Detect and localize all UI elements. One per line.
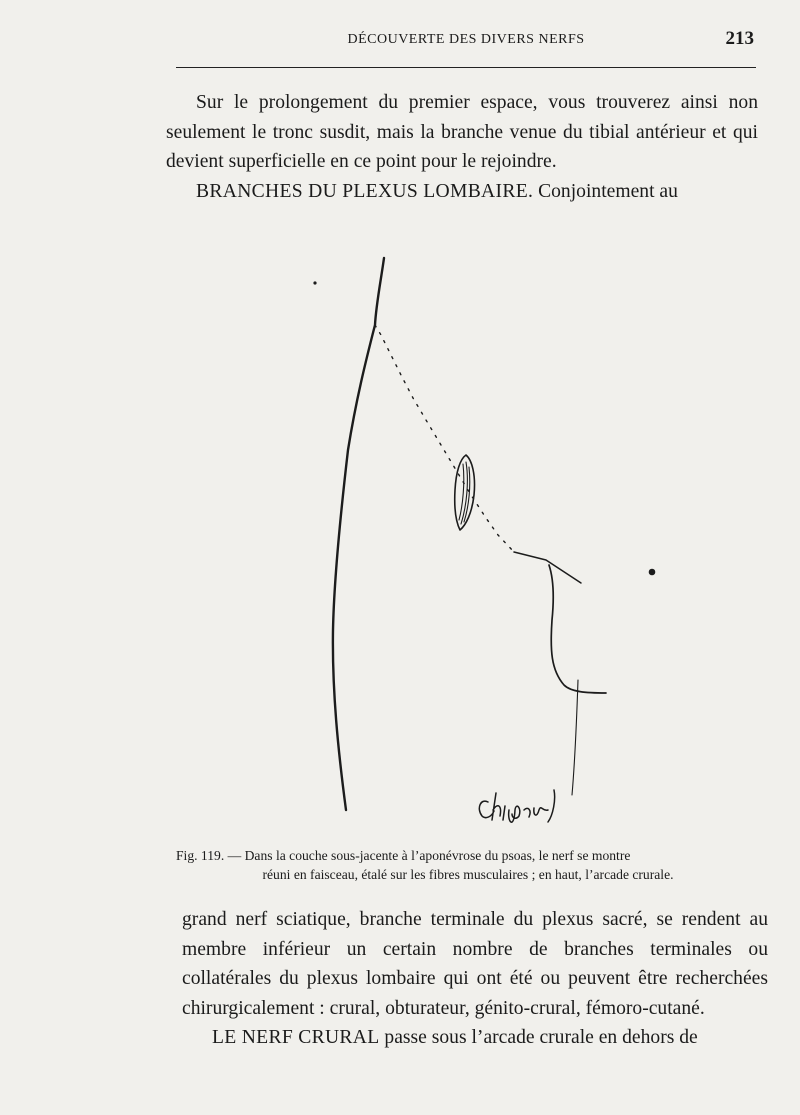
signature	[479, 790, 554, 822]
paragraph: grand nerf sciatique, branche terminale du plexus sacré, se rendent au membre inférieur un certain nombre de branches terminales ou collatérales du plexus lombaire qui ont été ou peuvent être recherchées chirurgicalement : crural, obturateur, génito-crural, fémoro-cutané.	[182, 909, 768, 1019]
section-heading: LE NERF CRURAL	[212, 1027, 380, 1049]
caption-text: Dans la couche sous-jacente à l’aponévrose du psoas, le nerf se montre	[241, 848, 631, 863]
caption-line: réuni en faisceau, étalé sur les fibres musculaires ; en haut, l’arcade crurale.	[262, 867, 674, 882]
paragraph-text: passe sous l’arcade crurale en dehors de	[379, 1027, 698, 1049]
groin-line	[514, 552, 581, 583]
marker-dot	[313, 281, 316, 284]
running-head	[176, 30, 756, 52]
paragraph	[182, 1023, 768, 1053]
header-rule	[176, 67, 756, 68]
text-block-bottom	[182, 905, 768, 1053]
body-contour-line	[333, 258, 384, 810]
text-block-top	[166, 88, 758, 206]
nerve-bundle-fibers	[459, 462, 470, 524]
page-number: 213	[725, 28, 754, 49]
marker-dot	[649, 569, 656, 576]
section-heading: BRANCHES DU PLEXUS LOMBAIRE.	[196, 180, 534, 202]
paragraph	[166, 177, 758, 207]
figure-caption	[176, 846, 760, 884]
anatomical-figure	[176, 250, 776, 850]
paragraph-text: Conjointement au	[533, 180, 678, 202]
paragraph: Sur le prolongement du premier espace, vous trouverez ainsi non seulement le tronc susdit, mais la branche venue du tibial antérieur et qui devient superficielle en ce point pour le rejoindre.	[166, 92, 758, 173]
running-title: DÉCOUVERTE DES DIVERS NERFS	[347, 32, 585, 47]
caption-line	[176, 846, 760, 865]
short-fiber-line	[572, 680, 578, 795]
arcade-crurale-line	[375, 325, 514, 552]
figure-label: Fig. 119. —	[176, 848, 242, 863]
thigh-contour-line	[549, 565, 606, 693]
